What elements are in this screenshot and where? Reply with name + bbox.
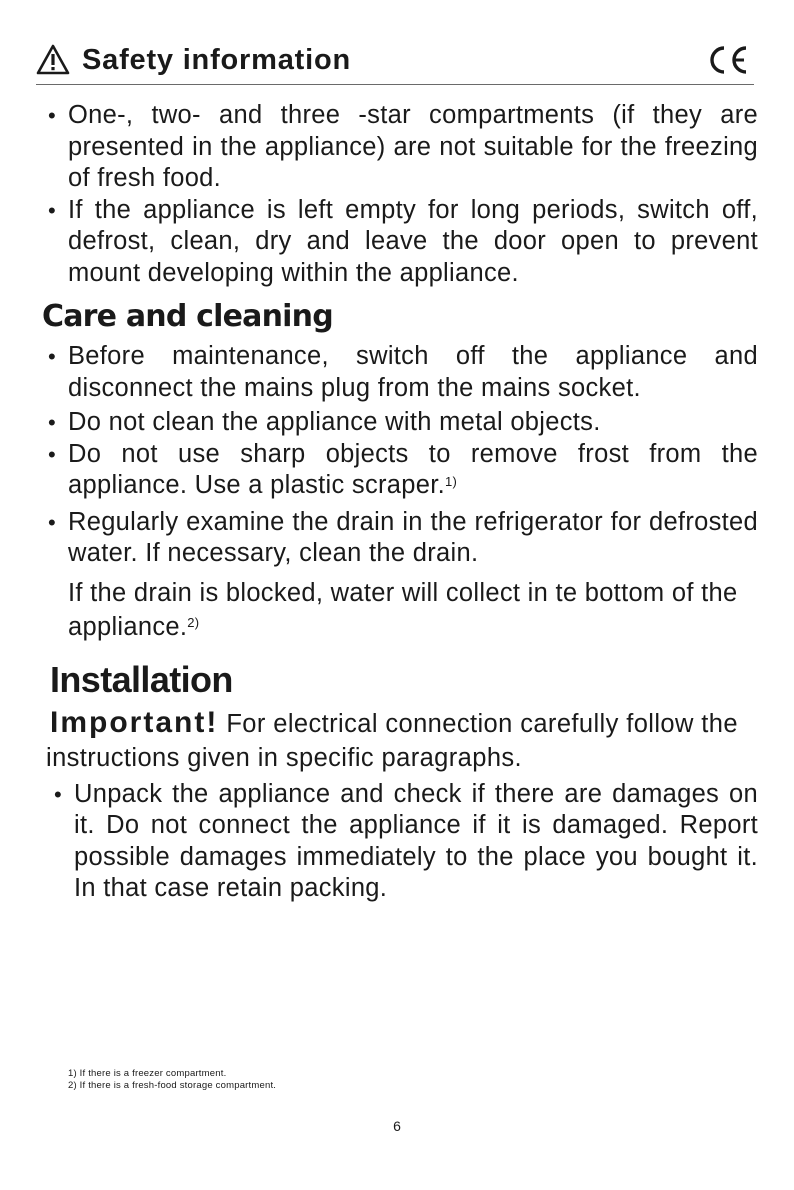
care-bullet <box>46 439 758 502</box>
important-label: Important! <box>50 705 219 739</box>
bullet-text: If the appliance is left empty for long periods, switch off, defrost, clean, dry and leave the door open to prevent mount developing within the appliance. <box>68 195 758 287</box>
care-bullet <box>46 407 758 439</box>
bullet-dot: • <box>48 509 57 535</box>
installation-bullet <box>46 779 758 905</box>
bullet-text: Do not use sharp objects to remove frost from the appliance. Use a plastic scraper. <box>68 439 758 499</box>
footnote-ref: 2) <box>187 614 200 630</box>
bullet-dot: • <box>54 781 63 807</box>
footnote-ref: 1) <box>445 474 458 489</box>
bullet-text: Regularly examine the drain in the refrigerator for defrosted water. If necessary, clean the drain. <box>68 507 758 567</box>
page-header <box>36 40 756 84</box>
footnotes <box>68 1068 276 1092</box>
bullet-text: Unpack the appliance and check if there are damages on it. Do not connect the appliance if it is damaged. Report possible damages immediately to the place you bought it. In that case retain packing. <box>74 779 758 902</box>
bullet-dot: • <box>48 103 57 128</box>
footnote: 2) If there is a fresh-food storage compartment. <box>68 1080 277 1091</box>
care-bullet <box>46 507 758 570</box>
care-heading: Care and cleaning <box>42 299 333 334</box>
bullet-dot: • <box>48 344 57 369</box>
bullet-dot: • <box>48 441 57 467</box>
bullet-text: Before maintenance, switch off the appliance and disconnect the mains plug from the mains socket. <box>68 342 758 402</box>
safety-bullet <box>46 195 758 290</box>
warning-triangle-icon <box>36 44 70 76</box>
care-bullet <box>46 341 758 404</box>
page-number: 6 <box>393 1118 401 1134</box>
ce-mark-icon <box>706 44 750 76</box>
bullet-text: Do not clean the appliance with metal objects. <box>68 408 601 436</box>
installation-heading: Installation <box>50 658 233 700</box>
bullet-dot: • <box>48 410 57 435</box>
page-body <box>42 100 758 905</box>
bullet-text: One-, two- and three -star compartments (if they are presented in the appliance) are not suitable for the freezing of fresh food. <box>68 101 758 192</box>
page-title: Safety information <box>82 44 351 76</box>
safety-bullet <box>46 100 758 195</box>
header-divider <box>36 84 754 85</box>
care-bullet-continuation <box>46 576 758 644</box>
continuation-text: If the drain is blocked, water will collect in te bottom of the appliance. <box>68 578 738 641</box>
footnote: 1) If there is a freezer compartment. <box>68 1068 227 1079</box>
important-notice <box>46 706 758 775</box>
bullet-dot: • <box>48 197 57 223</box>
header-title-group <box>36 42 351 78</box>
important-text: For electrical connection carefully follow the instructions given in specific paragraphs. <box>46 709 738 772</box>
